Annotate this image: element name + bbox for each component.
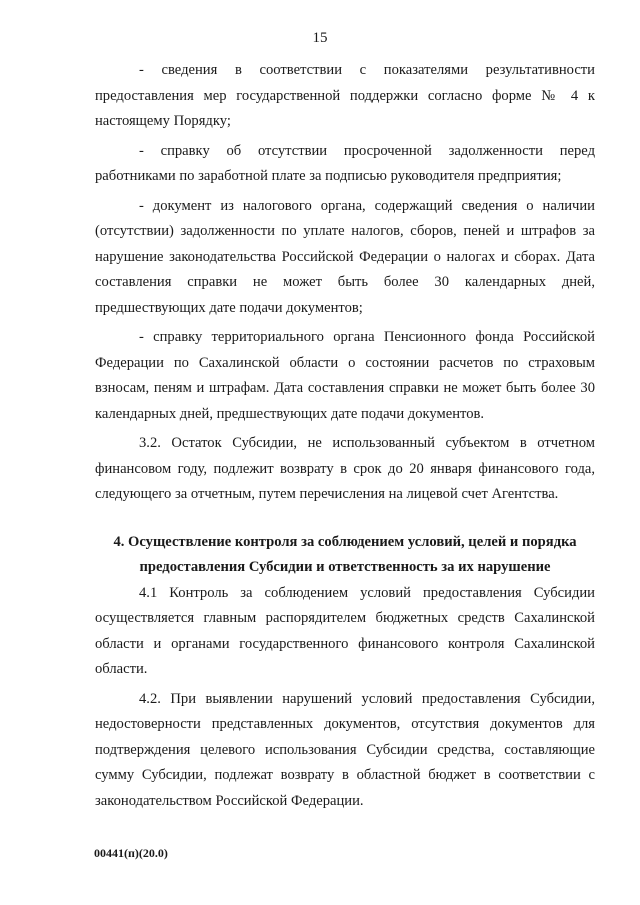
section-4-heading-line2: предоставления Субсидии и ответственность за их нарушение bbox=[139, 559, 551, 575]
section-4-heading bbox=[95, 530, 595, 581]
paragraph-4-1: 4.1 Контроль за соблюдением условий предоставления Субсидии осуществляется главным распорядителем бюджетных средств Сахалинской области и органами государственного финансового контроля Сахалинской области. bbox=[95, 584, 595, 677]
paragraph-salary-arrears: - справку об отсутствии просроченной задолженности перед работниками по заработной плате за подписью руководителя предприятия; bbox=[95, 142, 595, 184]
paragraph-tax-certificate: - документ из налогового органа, содержащий сведения о наличии (отсутствии) задолженности по уплате налогов, сборов, пеней и штрафов за нарушение законодательства Российской Федерации о налогах и сборах. Дата составления справки не может быть более 30 календарных дней, предшествующих дате подачи документов; bbox=[95, 197, 595, 316]
section-4-heading-line1: 4. Осуществление контроля за соблюдением условий, целей и порядка bbox=[113, 533, 577, 550]
paragraph-performance-indicators: - сведения в соответствии с показателями результативности предоставления мер государственной поддержки согласно форме № 4 к настоящему Порядку; bbox=[95, 62, 595, 129]
paragraph-4-2: 4.2. При выявлении нарушений условий предоставления Субсидии, недостоверности представленных документов, отсутствия документов для подтверждения целевого использования Субсидии средства, составляющие сумму Субсидии, подлежат возврату в областной бюджет в соответствии с законодательством Российской Федерации. bbox=[95, 690, 595, 809]
paragraph-3-2: 3.2. Остаток Субсидии, не использованный субъектом в отчетном финансовом году, подлежит возврату в срок до 20 января финансового года, следующего за отчетным, путем перечисления на лицевой счет Агентства. bbox=[95, 435, 595, 502]
document-code: 00441(п)(20.0) bbox=[94, 846, 168, 860]
paragraph-pension-fund: - справку территориального органа Пенсионного фонда Российской Федерации по Сахалинской области о состоянии расчетов по страховым взносам, пеням и штрафам. Дата составления справки не может быть более 30 календарных дней, предшествующих дате подачи документов. bbox=[95, 329, 595, 422]
page-number: 15 bbox=[312, 30, 328, 46]
document-body bbox=[95, 58, 595, 814]
